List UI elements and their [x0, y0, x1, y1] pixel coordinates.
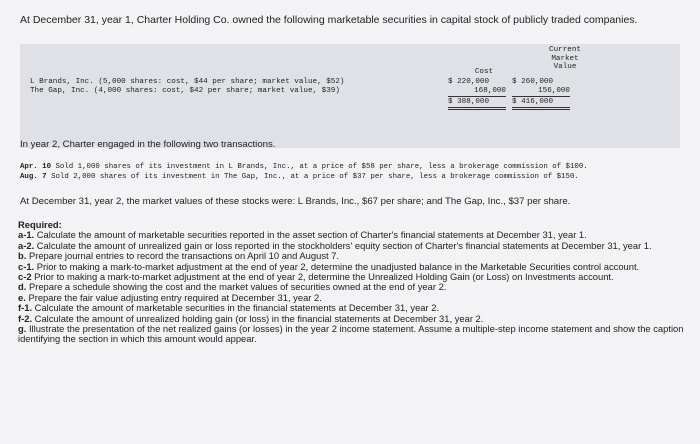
required-item: a-2. Calculate the amount of unrealized gain or loss reported in the stockholders' equity section of Charter's financial statements at December 31, year 1.: [18, 239, 652, 251]
required-item: g. Illustrate the presentation of the net realized gains (or losses) in the year 2 income statement. Assume a multiple-step income statement and show the caption identifying the section in which this amount would appear.: [18, 323, 684, 345]
market-values-text: At December 31, year 2, the market values of these stocks were: L Brands, Inc., $67 per share; and The Gap, Inc., $37 per share.: [20, 196, 571, 207]
required-item: b. Prepare journal entries to record the transactions on April 10 and August 7.: [18, 250, 340, 262]
required-item: d. Prepare a schedule showing the cost and the market values of securities owned at the end of year 2.: [18, 281, 447, 293]
required-item: f-2. Calculate the amount of unrealized holding gain (or loss) in the financial statements at December 31, year 2.: [18, 312, 484, 324]
required-item: c-2 Prior to making a mark-to-market adjustment at the end of year 2, determine the Unrealized Holding Gain (or Loss) on Investments account.: [18, 271, 614, 283]
securities-table: [20, 44, 680, 148]
required-section: [18, 220, 686, 345]
market-total: $ 416,000: [512, 98, 570, 110]
market-lbrands: $ 260,000: [512, 78, 554, 86]
year2-intro: In year 2, Charter engaged in the following two transactions.: [20, 139, 276, 150]
required-heading: Required:: [18, 219, 62, 230]
intro-text: At December 31, year 1, Charter Holding Co. owned the following marketable securities in capital stock of publicly traded companies.: [20, 14, 638, 26]
required-item: e. Prepare the fair value adjusting entry required at December 31, year 2.: [18, 291, 322, 303]
required-item: c-1. Prior to making a mark-to-market adjustment at the end of year 2, determine the unadjusted balance in the Marketable Securities control account.: [18, 260, 640, 272]
cost-gap: 168,000: [448, 87, 506, 97]
transaction-aug: Aug. 7 Sold 2,000 shares of its investment in The Gap, Inc., at a price of $37 per share, less a brokerage commission of $150.: [20, 173, 579, 181]
security-row-gap: The Gap, Inc. (4,000 shares: cost, $42 per share; market value, $39): [30, 87, 340, 95]
cost-total: $ 388,000: [448, 98, 506, 110]
market-value-header: Current Market Value: [549, 46, 581, 72]
cost-lbrands: $ 220,000: [448, 78, 490, 86]
market-gap: 156,000: [512, 87, 570, 97]
transaction-apr: Apr. 10 Sold 1,000 shares of its investment in L Brands, Inc., at a price of $58 per share, less a brokerage commission of $100.: [20, 163, 588, 171]
cost-header: Cost: [474, 68, 494, 76]
security-row-lbrands: L Brands, Inc. (5,000 shares: cost, $44 per share; market value, $52): [30, 78, 345, 86]
required-item: f-1. Calculate the amount of marketable securities in the financial statements at December 31, year 2.: [18, 302, 440, 314]
required-item: a-1. Calculate the amount of marketable securities reported in the asset section of Charter's financial statements at December 31, year 1.: [18, 229, 587, 241]
